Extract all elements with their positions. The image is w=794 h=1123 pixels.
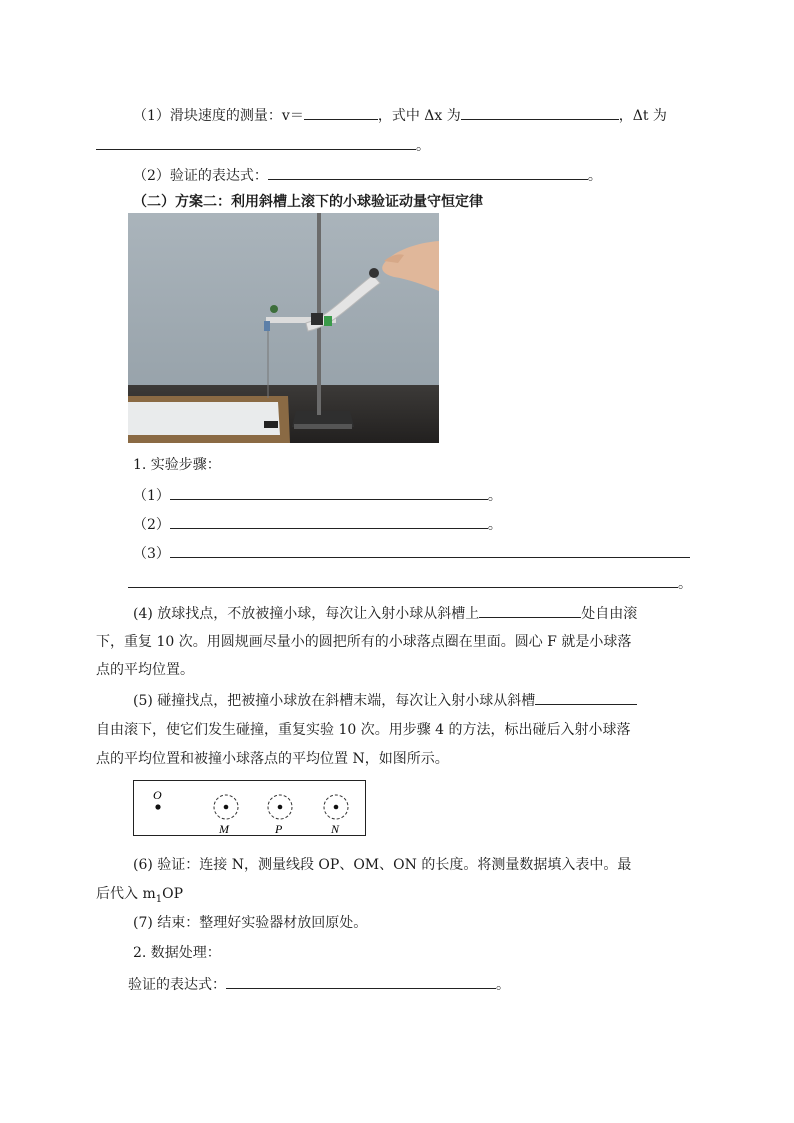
step-6-text-c: OP xyxy=(162,886,184,902)
q1-dt: ，Δt 为 xyxy=(618,108,667,124)
step-1-line xyxy=(133,485,502,506)
steps-heading: 1. 实验步骤： xyxy=(133,457,221,473)
step-6-line-2 xyxy=(96,884,183,910)
landing-points-figure xyxy=(133,780,366,836)
step-5-line-1 xyxy=(133,690,637,711)
label-o: O xyxy=(153,788,162,802)
step-6-text-b: 后代入 m xyxy=(96,886,156,902)
step-3-line xyxy=(133,543,690,564)
final-expression-line xyxy=(128,974,510,995)
dx-blank[interactable] xyxy=(461,105,619,120)
step-6-subscript: 1 xyxy=(155,893,163,905)
label-m: M xyxy=(219,822,229,836)
question-1-line-2 xyxy=(96,135,430,156)
question-1-line xyxy=(133,105,667,126)
q1-prefix: （1）滑块速度的测量：v＝ xyxy=(133,108,304,124)
step-3-blank-2[interactable] xyxy=(128,573,678,588)
scheme-2-title: （二）方案二：利用斜槽上滚下的小球验证动量守恒定律 xyxy=(133,194,483,210)
step-4-text-b: 处自由滚 xyxy=(581,606,638,622)
dt-blank[interactable] xyxy=(96,135,416,150)
step-3-line-2 xyxy=(128,573,692,594)
step-2-label: （2） xyxy=(133,517,170,533)
data-processing-heading: 2. 数据处理： xyxy=(133,945,221,961)
step-4-line-3: 点的平均位置。 xyxy=(96,662,194,678)
question-2-line xyxy=(133,165,602,186)
step-6-line-1: (6) 验证：连接 N，测量线段 OP、OM、ON 的长度。将测量数据填入表中。最 xyxy=(133,857,632,873)
step-3-end: 。 xyxy=(678,576,692,592)
step-4-blank[interactable] xyxy=(479,603,581,618)
step-5-line-3: 点的平均位置和被撞小球落点的平均位置 N，如图所示。 xyxy=(96,751,449,767)
step-2-blank[interactable] xyxy=(170,514,488,529)
step-5-text-a: (5) 碰撞找点，把被撞小球放在斜槽末端，每次让入射小球从斜槽 xyxy=(133,693,536,709)
q1-mid: ，式中 Δx 为 xyxy=(377,108,461,124)
q1-end: 。 xyxy=(416,138,430,154)
q2-prefix: （2）验证的表达式： xyxy=(133,168,268,184)
q2-end: 。 xyxy=(587,168,602,184)
step-7-line: (7) 结束：整理好实验器材放回原处。 xyxy=(133,915,368,931)
step-2-end: 。 xyxy=(487,517,502,533)
label-n: N xyxy=(331,822,340,836)
label-p: P xyxy=(275,822,283,836)
step-5-line-2: 自由滚下，使它们发生碰撞，重复实验 10 次。用步骤 4 的方法，标出碰后入射小球落 xyxy=(96,722,631,738)
final-expression-blank[interactable] xyxy=(226,974,496,989)
point-o xyxy=(155,804,160,809)
point-m xyxy=(224,805,229,810)
step-1-end: 。 xyxy=(487,488,502,504)
step-1-blank[interactable] xyxy=(170,485,488,500)
step-3-blank[interactable] xyxy=(170,543,690,558)
final-expression-prefix: 验证的表达式： xyxy=(128,977,226,993)
apparatus-photo xyxy=(128,213,439,443)
expression-blank[interactable] xyxy=(268,165,588,180)
velocity-blank[interactable] xyxy=(304,105,378,120)
step-4-line-2: 下，重复 10 次。用圆规画尽量小的圆把所有的小球落点圈在里面。圆心 F 就是小球落 xyxy=(96,634,632,650)
step-1-label: （1） xyxy=(133,488,170,504)
step-3-label: （3） xyxy=(133,546,170,562)
point-p xyxy=(278,805,283,810)
step-5-blank[interactable] xyxy=(535,690,637,705)
point-n xyxy=(334,805,339,810)
step-4-line-1 xyxy=(133,603,637,624)
final-expression-end: 。 xyxy=(496,977,510,993)
step-2-line xyxy=(133,514,502,535)
step-4-text-a: (4) 放球找点，不放被撞小球，每次让入射小球从斜槽上 xyxy=(133,606,480,622)
